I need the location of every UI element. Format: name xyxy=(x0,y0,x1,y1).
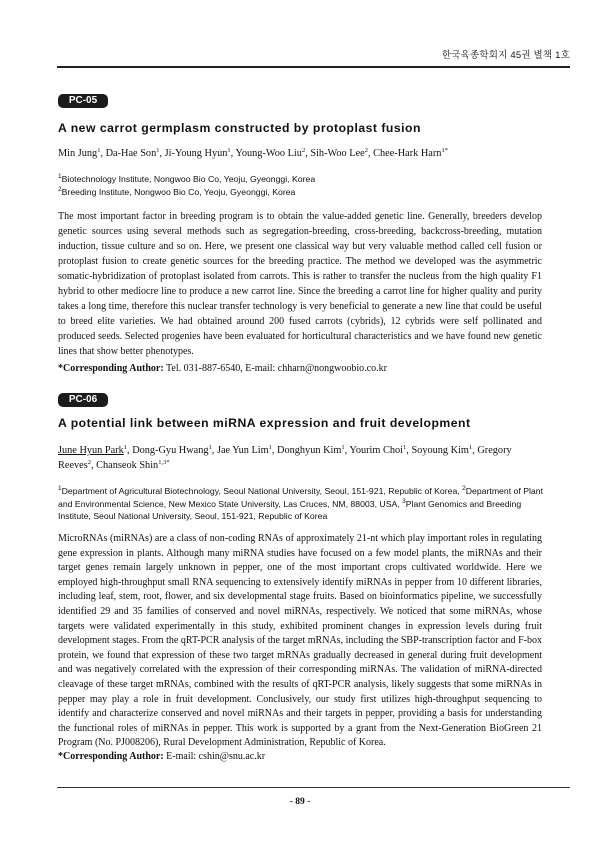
author-separator: , xyxy=(271,445,278,456)
article-code-badge: PC-06 xyxy=(58,393,108,407)
footer-rule xyxy=(57,787,570,788)
author-name: Yourim Choi xyxy=(349,445,404,456)
article-code-badge: PC-05 xyxy=(58,94,108,108)
author-separator: , xyxy=(344,445,350,456)
affiliation-mark: 1 xyxy=(58,485,62,492)
author-list xyxy=(58,443,543,473)
author-separator: , xyxy=(230,148,236,159)
journal-header: 한국육종학회지 45권 별책 1호 xyxy=(441,50,570,61)
affiliation-text: Department of Plant and Environmental Science, New Mexico State University, Las Cruces, NM, 88003, USA, xyxy=(58,486,544,509)
author-name: Sih-Woo Lee xyxy=(310,148,365,159)
author-separator: , xyxy=(472,445,478,456)
affiliation-mark: 2 xyxy=(58,185,62,193)
page-number: - 89 - xyxy=(289,797,311,807)
author-name: Chanseok Shin xyxy=(96,460,159,471)
author-affiliation-mark: 1 xyxy=(403,444,407,451)
author-affiliation-mark: 1 xyxy=(468,444,473,451)
header-rule xyxy=(57,66,570,68)
author-affiliation-mark: 1 xyxy=(341,444,345,451)
affiliation-mark: 1 xyxy=(58,173,62,180)
author-name: Jae Yun Lim xyxy=(216,445,269,456)
author-separator: , xyxy=(305,148,311,159)
author-name: Dong-Gyu Hwang xyxy=(132,445,209,456)
affiliation-mark: 3 xyxy=(402,497,406,505)
author-affiliation-mark: 1,3* xyxy=(158,459,170,466)
author-separator: , xyxy=(159,148,165,159)
author-name: Young-Woo Liu xyxy=(235,148,302,159)
author-separator: , xyxy=(367,148,374,159)
author-affiliation-mark: 2 xyxy=(301,147,306,154)
affiliation-text: Breeding Institute, Nongwoo Bio Co, Yeoju, Gyeonggi, Korea xyxy=(61,186,296,197)
author-separator: , xyxy=(127,445,133,456)
author-affiliation-mark: 1 xyxy=(227,147,231,154)
author-affiliation-mark: 1 xyxy=(123,444,128,451)
author-separator: , xyxy=(406,445,412,456)
author-affiliation-mark: 1 xyxy=(156,147,160,154)
affiliation-text: Biotechnology Institute, Nongwoo Bio Co, Yeoju, Gyeonggi, Korea xyxy=(61,174,316,184)
corresponding-label: *Corresponding Author: xyxy=(58,751,164,762)
affiliation-mark: 2 xyxy=(462,485,466,492)
affiliation-line xyxy=(58,186,543,199)
author-affiliation-mark: 1 xyxy=(208,444,212,451)
abstract-text: The most important factor in breeding program is to obtain the value-added genetic line. Generally, breeders develop genetic sources using several methods such as segregation-breeding, cross-breeding, backcross-breeding, mutation induction, tissue culture and so on. Here, we present one classical way but very valuable method called cell fusion or protoplast fusion to create genetic sources for the breeding practice. The method we developed was the asymmetric somatic-hybridization of protoplast isolated from carrots. This is rather to transfer the nucleus from the high quality F1 hybrid to other mediocre line to produce a new carrot line. Since the breeding a carrot line for higher quality and purity takes a long time, therefore this nuclear transfer technology is very beneficial to generate a new line that could be useful to breed elite varieties. We had obtained around 200 fused carrots (cybrids), 12 cybrids were self pollinated and produced seeds. Selected progenies have been evaluated for horticultural characteristics and we have found new genetic lines that show better phenotypes. xyxy=(58,211,542,357)
corresponding-contact: E-mail: cshin@snu.ac.kr xyxy=(163,751,266,762)
author-name: Donghyun Kim xyxy=(277,445,342,456)
author-name: June Hyun Park xyxy=(58,445,124,456)
author-affiliation-mark: 1 xyxy=(97,147,101,154)
author-separator: , xyxy=(90,460,97,471)
author-affiliation-mark: 2 xyxy=(364,147,368,154)
affiliation-line xyxy=(58,173,543,186)
author-affiliation-mark: 1* xyxy=(441,147,448,154)
author-name: Ji-Young Hyun xyxy=(164,148,228,159)
author-list xyxy=(58,146,543,161)
corresponding-contact: Tel. 031-887-6540, E-mail: chharn@nongwoobio.co.kr xyxy=(163,363,387,374)
author-name: Chee-Hark Harn xyxy=(373,148,442,159)
article-title: A potential link between miRNA expression and fruit development xyxy=(58,416,471,430)
author-name: Soyoung Kim xyxy=(411,445,469,456)
author-name: Gregory Reeves xyxy=(58,445,512,471)
affiliation-list xyxy=(58,485,543,523)
author-name: Min Jung xyxy=(58,148,98,159)
article-title: A new carrot germplasm constructed by protoplast fusion xyxy=(58,121,421,135)
author-affiliation-mark: 2 xyxy=(87,459,91,466)
author-separator: , xyxy=(100,148,106,159)
abstract-text: MicroRNAs (miRNAs) are a class of non-coding RNAs of approximately 21-nt which play important roles in regulating gene expression in plants. Although many miRNA studies have focused on a few model plants, the miRNAs and their target genes remain largely unknown in pepper, one of the most important crops cultivated worldwide. Here we employed high-throughput small RNA sequencing to extensively identify miRNAs in pepper from 10 different libraries, including leaf, stem, root, flower, and six developmental stage fruits. Based on bioinformatics pipeline, we successfully identified 29 and 35 families of conserved and novel miRNAs, respectively. We noticed that some miRNAs, whose targets were validated experimentally in this study, exhibited prominent changes in expression levels during fruit development stages. From the qRT-PCR analysis of the target mRNAs, including the SBP-transcription factor and F-box protein, we found that expression of these two target mRNAs gradually decreased in general during fruit development and was negatively correlated with the expression of their corresponding miRNAs. The validation of miRNA-directed cleavage of these target mRNAs, combined with the results of qRT-PCR analysis, likely suggests that some miRNAs in pepper may play a role in fruit development. Conclusively, our study first utilizes high-throughput sequencing to identify and characterize conserved and novel miRNAs and their targets in pepper, providing a basis for understanding the functional roles of miRNAs in pepper. This work is supported by a grant from the Next-Generation BioGreen 21 Program (No. PJ008206), Rural Development Administration, Republic of Korea. xyxy=(58,533,542,749)
affiliation-list xyxy=(58,173,543,198)
corresponding-label: *Corresponding Author: xyxy=(58,363,164,374)
affiliation-text: Plant Genomics and Breeding Institute, Seoul National University, Seoul, 151-921, Republic of Korea xyxy=(58,498,522,521)
author-affiliation-mark: 1 xyxy=(268,444,272,451)
affiliation-text: Department of Agricultural Biotechnology, Seoul National University, Seoul, 151-921, Republic of Korea, xyxy=(61,486,463,496)
author-name: Da-Hae Son xyxy=(105,148,157,159)
corresponding-author xyxy=(58,751,265,762)
corresponding-author xyxy=(58,363,387,374)
author-separator: , xyxy=(211,445,217,456)
